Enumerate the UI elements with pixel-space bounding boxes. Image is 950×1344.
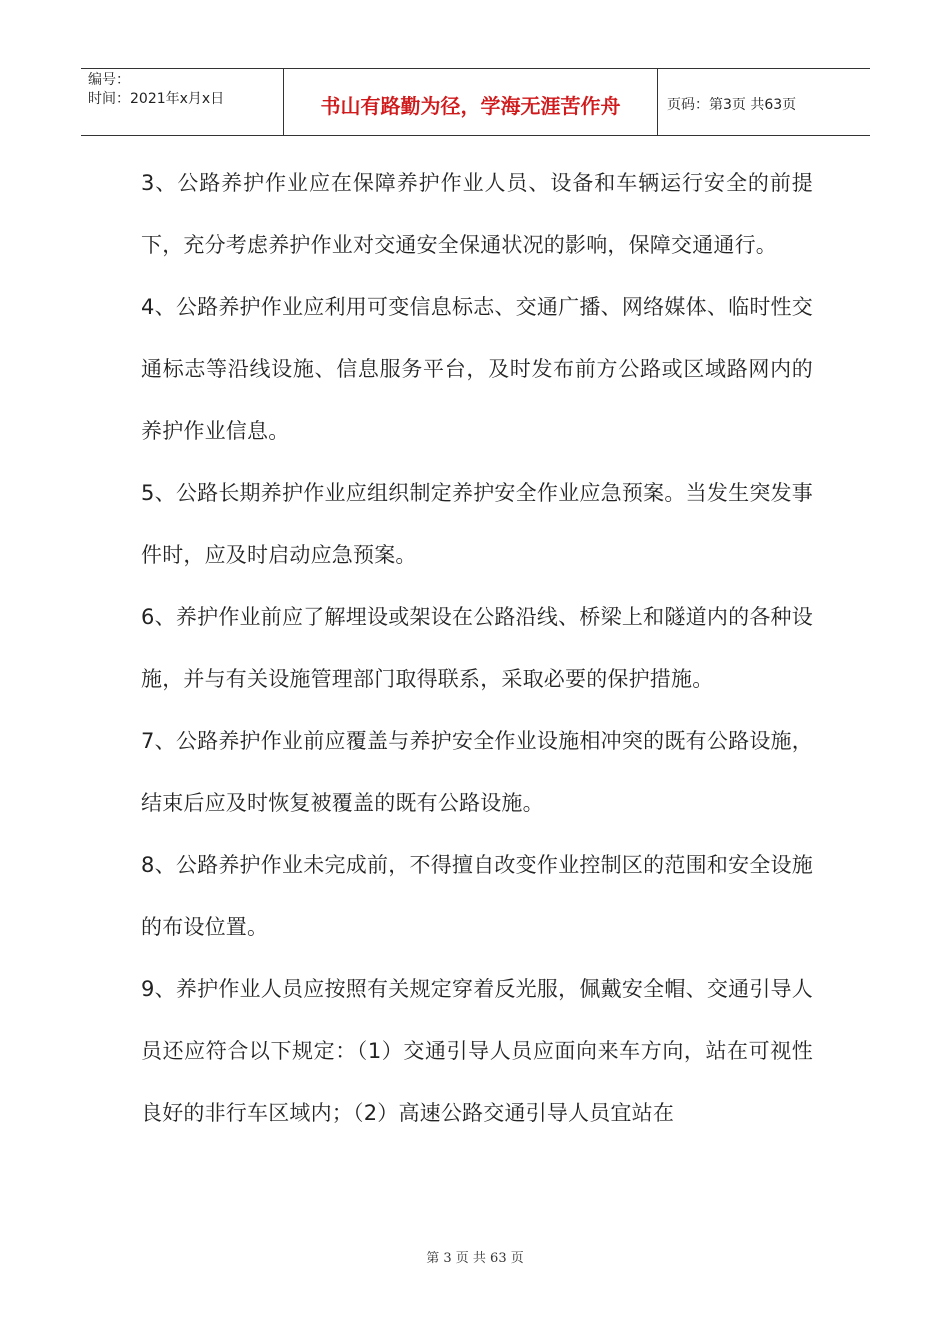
paragraph-6: 6、养护作业前应了解埋设或架设在公路沿线、桥梁上和隧道内的各种设施，并与有关设施管理部门取得联系，采取必要的保护措施。: [141, 605, 813, 691]
document-date-label: 时间：2021年x月x日: [88, 91, 225, 107]
header-page-info: 页码：第3页 共63页: [667, 97, 797, 113]
header-motto: 书山有路勤为径，学海无涯苦作舟: [283, 69, 658, 135]
document-body: [141, 152, 813, 1144]
paragraph-5: 5、公路长期养护作业应组织制定养护安全作业应急预案。当发生突发事件时，应及时启动应急预案。: [141, 481, 813, 567]
paragraph-9: 9、养护作业人员应按照有关规定穿着反光服，佩戴安全帽、交通引导人员还应符合以下规定：（1）交通引导人员应面向来车方向，站在可视性良好的非行车区域内；（2）高速公路交通引导人员宜站在: [141, 977, 813, 1125]
page-footer: 第 3 页 共 63 页: [426, 1251, 524, 1266]
paragraph-4: 4、公路养护作业应利用可变信息标志、交通广播、网络媒体、临时性交通标志等沿线设施、信息服务平台，及时发布前方公路或区域路网内的养护作业信息。: [141, 295, 813, 443]
header-meta: [81, 69, 283, 135]
paragraph-7: 7、公路养护作业前应覆盖与养护安全作业设施相冲突的既有公路设施，结束后应及时恢复被覆盖的既有公路设施。: [141, 729, 813, 815]
document-number-label: 编号：: [88, 72, 130, 88]
page-header: [81, 68, 870, 136]
paragraph-8: 8、公路养护作业未完成前，不得擅自改变作业控制区的范围和安全设施的布设位置。: [141, 853, 813, 939]
paragraph-3: 3、公路养护作业应在保障养护作业人员、设备和车辆运行安全的前提下，充分考虑养护作业对交通安全保通状况的影响，保障交通通行。: [141, 171, 813, 257]
